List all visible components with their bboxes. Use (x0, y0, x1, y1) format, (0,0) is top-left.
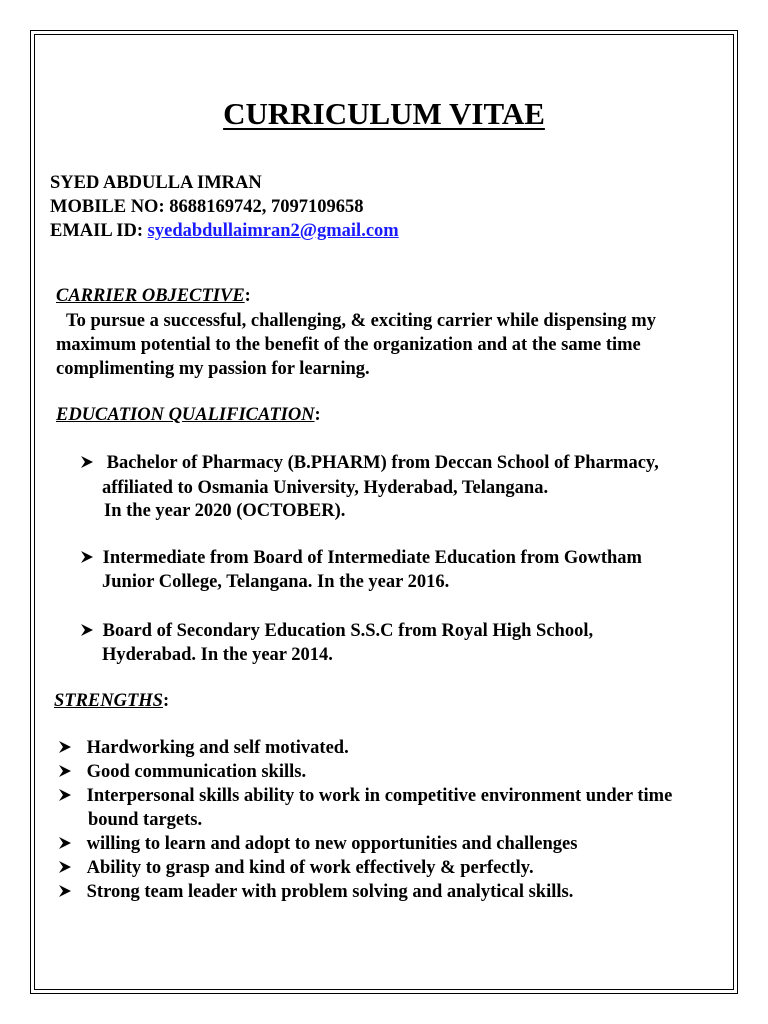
education-item-1-line-3: In the year 2020 (OCTOBER). (104, 501, 346, 521)
strength-item: Good communication skills. (58, 760, 306, 784)
strength-item: Ability to grasp and kind of work effectively & perfectly. (58, 856, 534, 880)
education-item-1-line-2: affiliated to Osmania University, Hyderabad, Telangana. (102, 478, 549, 498)
arrowhead-bullet-icon (58, 836, 72, 850)
email-link[interactable]: syedabdullaimran2@gmail.com (147, 221, 399, 241)
objective-line-1: To pursue a successful, challenging, & exciting carrier while dispensing my (66, 311, 656, 331)
education-item-2-line-2: Junior College, Telangana. In the year 2016. (102, 572, 450, 592)
strength-item: Strong team leader with problem solving and analytical skills. (58, 880, 573, 904)
arrowhead-bullet-icon (80, 550, 94, 564)
arrowhead-bullet-icon (58, 740, 72, 754)
education-item-3-line-2: Hyderabad. In the year 2014. (102, 645, 333, 665)
strength-item: willing to learn and adopt to new opportunities and challenges (58, 832, 577, 856)
education-colon: : (314, 405, 321, 425)
education-item-2-line-1: Intermediate from Board of Intermediate Education from Gowtham (80, 546, 642, 570)
strength-item-continuation: bound targets. (88, 810, 203, 830)
strength-item: Hardworking and self motivated. (58, 736, 349, 760)
arrowhead-bullet-icon (80, 623, 94, 637)
email-line (50, 219, 399, 243)
mobile-value: 8688169742, 7097109658 (169, 197, 364, 217)
arrowhead-bullet-icon (58, 860, 72, 874)
objective-line-2: maximum potential to the benefit of the organization and at the same time (56, 335, 641, 355)
strengths-heading: STRENGTHS (54, 691, 163, 711)
strengths-heading-line (54, 689, 169, 713)
objective-heading: CARRIER OBJECTIVE (56, 286, 245, 306)
education-heading: EDUCATION QUALIFICATION (56, 405, 315, 425)
strengths-colon: : (162, 691, 170, 711)
candidate-name: SYED ABDULLA IMRAN (50, 173, 262, 193)
mobile-label: MOBILE NO: (50, 197, 165, 217)
email-label: EMAIL ID: (50, 221, 144, 241)
document-title: CURRICULUM VITAE (223, 96, 545, 131)
mobile-line (50, 195, 363, 219)
education-item-1-line-1: Bachelor of Pharmacy (B.PHARM) from Deccan School of Pharmacy, (80, 451, 659, 475)
objective-line-3: complimenting my passion for learning. (56, 359, 370, 379)
education-item-3-line-1: Board of Secondary Education S.S.C from Royal High School, (80, 619, 593, 643)
arrowhead-bullet-icon (80, 455, 94, 469)
arrowhead-bullet-icon (58, 764, 72, 778)
education-heading-line (56, 403, 321, 427)
arrowhead-bullet-icon (58, 884, 72, 898)
objective-heading-line (56, 284, 251, 308)
objective-colon: : (244, 286, 251, 306)
arrowhead-bullet-icon (58, 788, 72, 802)
strength-item: Interpersonal skills ability to work in competitive environment under time (58, 784, 672, 808)
